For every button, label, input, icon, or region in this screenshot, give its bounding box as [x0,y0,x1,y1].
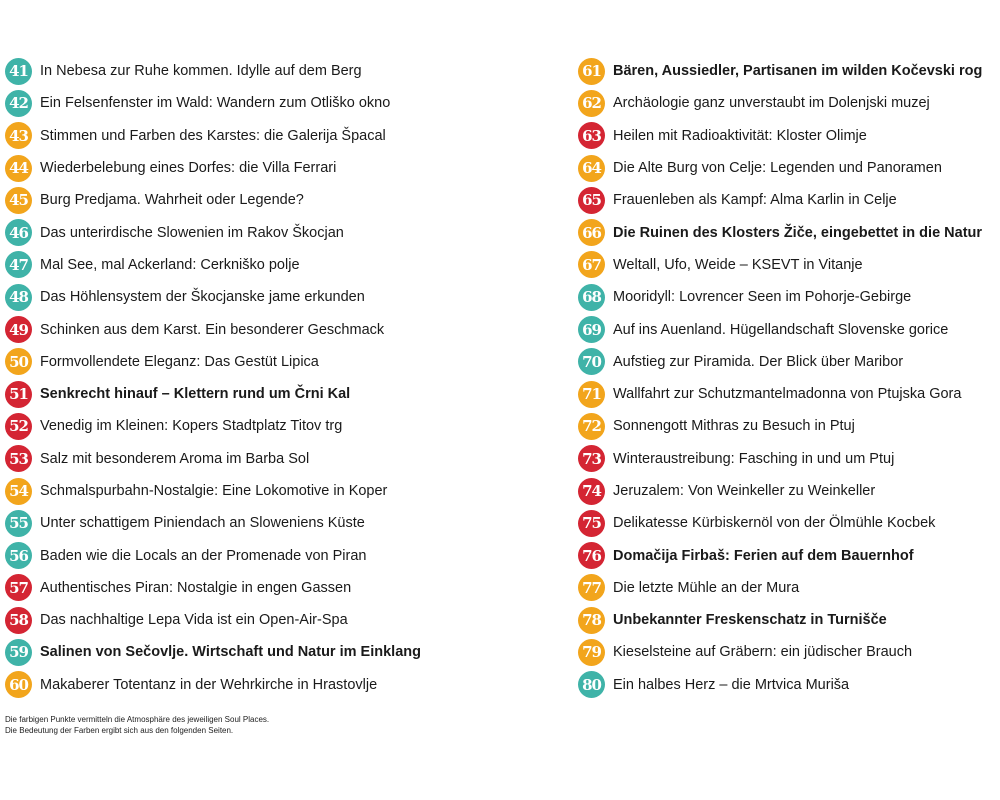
list-item [578,539,998,571]
number-badge: 60 [5,671,32,698]
number-badge: 58 [5,607,32,634]
list-item [578,572,998,604]
list-item-title: Venedig im Kleinen: Kopers Stadtplatz Titov trg [40,418,343,435]
list-item-title: Frauenleben als Kampf: Alma Karlin in Celje [613,192,897,209]
number-badge: 66 [578,219,605,246]
list-item-title: Die Ruinen des Klosters Žiče, eingebettet in die Natur [613,224,983,241]
number-badge: 79 [578,639,605,666]
list-item [578,636,998,668]
list-item [5,378,565,410]
list-item [5,604,565,636]
list-item [578,346,998,378]
list-item [578,55,998,87]
list-item-title: Delikatesse Kürbiskernöl von der Ölmühle Kocbek [613,515,936,532]
list-item-title: Jeruzalem: Von Weinkeller zu Weinkeller [613,483,876,499]
list-item [5,669,565,701]
list-item [5,475,565,507]
list-item-title: Die Alte Burg von Celje: Legenden und Panoramen [613,160,942,177]
list-item [5,572,565,604]
number-badge: 48 [5,284,32,311]
list-item [5,636,565,668]
number-badge: 69 [578,316,605,343]
number-badge: 49 [5,316,32,343]
list-item-title: Heilen mit Radioaktivität: Kloster Olimje [613,127,867,144]
list-item [5,55,565,87]
list-item [578,281,998,313]
list-item-title: In Nebesa zur Ruhe kommen. Idylle auf dem Berg [40,63,362,80]
footnote [5,714,269,736]
list-item-title: Archäologie ganz unverstaubt im Dolenjski muzej [613,95,930,112]
list-item-title: Senkrecht hinauf – Klettern rund um Črni Kal [40,386,351,403]
list-item [578,475,998,507]
number-badge: 41 [5,58,32,85]
number-badge: 44 [5,155,32,182]
number-badge: 70 [578,348,605,375]
footnote-line-1: Die farbigen Punkte vermitteln die Atmosphäre des jeweiligen Soul Places. [5,715,270,724]
list-item [578,184,998,216]
number-badge: 61 [578,58,605,85]
number-badge: 52 [5,413,32,440]
list-item [578,443,998,475]
number-badge: 45 [5,187,32,214]
list-item-title: Authentisches Piran: Nostalgie in engen Gassen [40,579,352,596]
list-item [578,604,998,636]
number-badge: 65 [578,187,605,214]
list-item [578,152,998,184]
list-item [578,87,998,119]
number-badge: 53 [5,445,32,472]
list-item [5,313,565,345]
number-badge: 62 [578,90,605,117]
number-badge: 55 [5,510,32,537]
list-item [5,152,565,184]
list-item [578,120,998,152]
list-item-title: Sonnengott Mithras zu Besuch in Ptuj [613,418,855,435]
list-item-title: Das Höhlensystem der Škocjanske jame erkunden [40,289,365,306]
number-badge: 46 [5,219,32,246]
footnote-line-2: Die Bedeutung der Farben ergibt sich aus den folgenden Seiten. [5,726,234,735]
number-badge: 50 [5,348,32,375]
list-item-title: Auf ins Auenland. Hügellandschaft Slovenske gorice [613,321,949,338]
list-item-title: Schinken aus dem Karst. Ein besonderer Geschmack [40,321,385,338]
number-badge: 73 [578,445,605,472]
list-item [5,410,565,442]
number-badge: 57 [5,574,32,601]
number-badge: 74 [578,478,605,505]
list-item [5,184,565,216]
list-item-title: Das nachhaltige Lepa Vida ist ein Open-Air-Spa [40,612,348,629]
list-item [578,216,998,248]
number-badge: 78 [578,607,605,634]
list-item-title: Das unterirdische Slowenien im Rakov Škocjan [40,224,344,241]
list-item-title: Burg Predjama. Wahrheit oder Legende? [40,192,304,209]
list-item-title: Bären, Aussiedler, Partisanen im wilden Kočevski rog [613,63,983,80]
list-item-title: Unter schattigem Piniendach an Sloweniens Küste [40,515,365,532]
number-badge: 63 [578,122,605,149]
number-badge: 47 [5,251,32,278]
list-item [5,249,565,281]
list-item-title: Winteraustreibung: Fasching in und um Ptuj [613,450,895,467]
list-item-title: Mal See, mal Ackerland: Cerkniško polje [40,256,300,273]
list-item [578,249,998,281]
right-column [578,55,998,701]
number-badge: 71 [578,381,605,408]
list-item [5,507,565,539]
list-item-title: Die letzte Mühle an der Mura [613,579,800,596]
number-badge: 54 [5,478,32,505]
list-item-title: Kieselsteine auf Gräbern: ein jüdischer Brauch [613,644,913,661]
list-item-title: Mooridyll: Lovrencer Seen im Pohorje-Gebirge [613,289,912,306]
list-item [5,281,565,313]
list-item-title: Unbekannter Freskenschatz in Turnišče [613,612,887,629]
list-item-title: Salinen von Sečovlje. Wirtschaft und Natur im Einklang [40,644,421,661]
list-item [578,313,998,345]
list-item-title: Aufstieg zur Piramida. Der Blick über Maribor [613,353,904,370]
list-item [578,378,998,410]
number-badge: 72 [578,413,605,440]
number-badge: 42 [5,90,32,117]
number-badge: 64 [578,155,605,182]
number-badge: 68 [578,284,605,311]
number-badge: 67 [578,251,605,278]
number-badge: 77 [578,574,605,601]
list-item [5,539,565,571]
list-item-title: Ein halbes Herz – die Mrtvica Muriša [613,676,850,693]
list-item-title: Salz mit besonderem Aroma im Barba Sol [40,450,310,467]
list-item [578,410,998,442]
list-item-title: Wiederbelebung eines Dorfes: die Villa Ferrari [40,160,337,177]
list-item [5,443,565,475]
left-column [5,55,565,701]
number-badge: 76 [578,542,605,569]
list-item-title: Stimmen und Farben des Karstes: die Galerija Špacal [40,127,386,144]
number-badge: 59 [5,639,32,666]
number-badge: 75 [578,510,605,537]
list-item-title: Weltall, Ufo, Weide – KSEVT in Vitanje [613,256,863,273]
list-item-title: Baden wie die Locals an der Promenade von Piran [40,547,367,564]
list-item-title: Formvollendete Eleganz: Das Gestüt Lipica [40,353,319,370]
list-item-title: Wallfahrt zur Schutzmantelmadonna von Ptujska Gora [613,386,962,403]
list-item-title: Makaberer Totentanz in der Wehrkirche in Hrastovlje [40,676,378,693]
list-item [5,216,565,248]
number-badge: 51 [5,381,32,408]
list-item-title: Domačija Firbaš: Ferien auf dem Bauernhof [613,547,914,564]
list-item [578,507,998,539]
number-badge: 43 [5,122,32,149]
list-item [5,120,565,152]
number-badge: 80 [578,671,605,698]
list-item [5,346,565,378]
number-badge: 56 [5,542,32,569]
list-item [5,87,565,119]
list-item [578,669,998,701]
list-item-title: Schmalspurbahn-Nostalgie: Eine Lokomotive in Koper [40,483,388,499]
list-item-title: Ein Felsenfenster im Wald: Wandern zum Otliško okno [40,95,391,112]
